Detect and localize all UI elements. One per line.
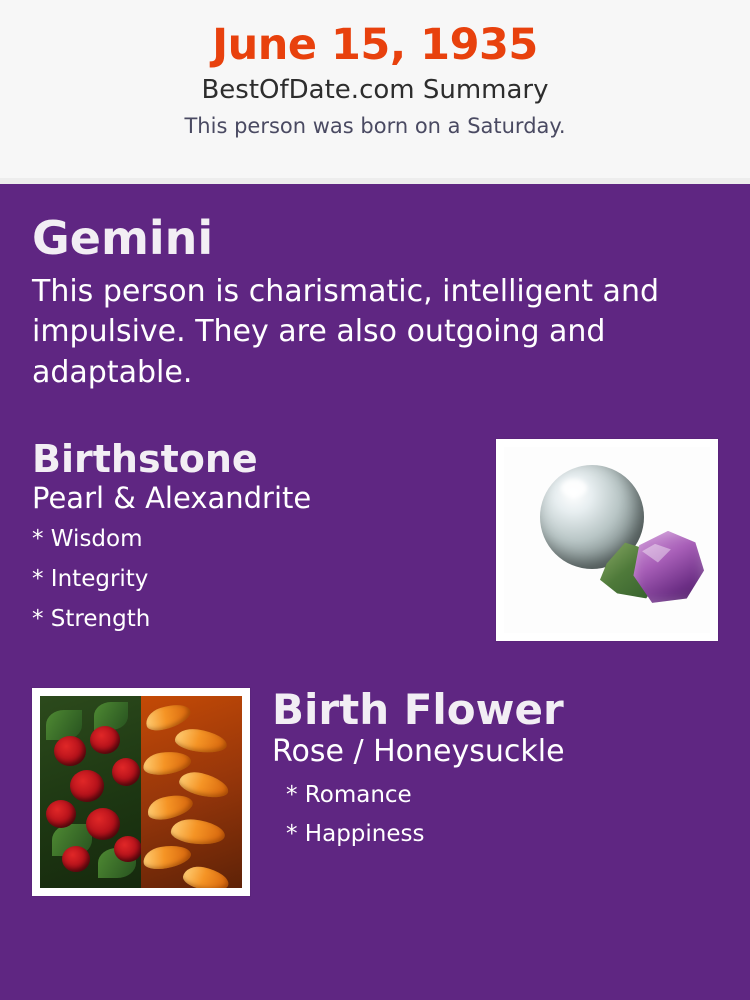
zodiac-sign-title: Gemini xyxy=(32,211,214,265)
birthstone-section xyxy=(32,436,718,654)
birthstone-trait: * Strength xyxy=(32,606,151,633)
birthstone-trait: * Integrity xyxy=(32,566,149,593)
birthflower-names: Rose / Honeysuckle xyxy=(272,733,565,769)
birthstone-text xyxy=(32,436,462,633)
birthstone-title: Birthstone xyxy=(32,436,258,481)
birthflower-image xyxy=(32,688,250,896)
roses-graphic xyxy=(40,696,141,888)
birthflower-trait: * Romance xyxy=(286,781,412,808)
zodiac-description: This person is charismatic, intelligent and impulsive. They are also outgoing and adaptable. xyxy=(32,274,659,390)
birthstone-image xyxy=(496,439,718,641)
birthflower-text xyxy=(272,684,718,848)
birth-weekday-note: This person was born on a Saturday. xyxy=(184,114,566,139)
birthflower-image-inner xyxy=(40,696,242,888)
birthstone-image-inner xyxy=(504,447,710,633)
birthflower-section xyxy=(32,684,718,898)
birthstone-trait: * Wisdom xyxy=(32,525,143,552)
honeysuckle-graphic xyxy=(141,696,242,888)
birthflower-trait: * Happiness xyxy=(286,821,425,848)
birthstone-names: Pearl & Alexandrite xyxy=(32,481,312,516)
card-body xyxy=(0,184,750,1000)
birthflower-title: Birth Flower xyxy=(272,684,564,734)
card-header xyxy=(0,0,750,178)
site-summary-label: BestOfDate.com Summary xyxy=(201,75,549,106)
birth-date-title: June 15, 1935 xyxy=(212,20,538,70)
